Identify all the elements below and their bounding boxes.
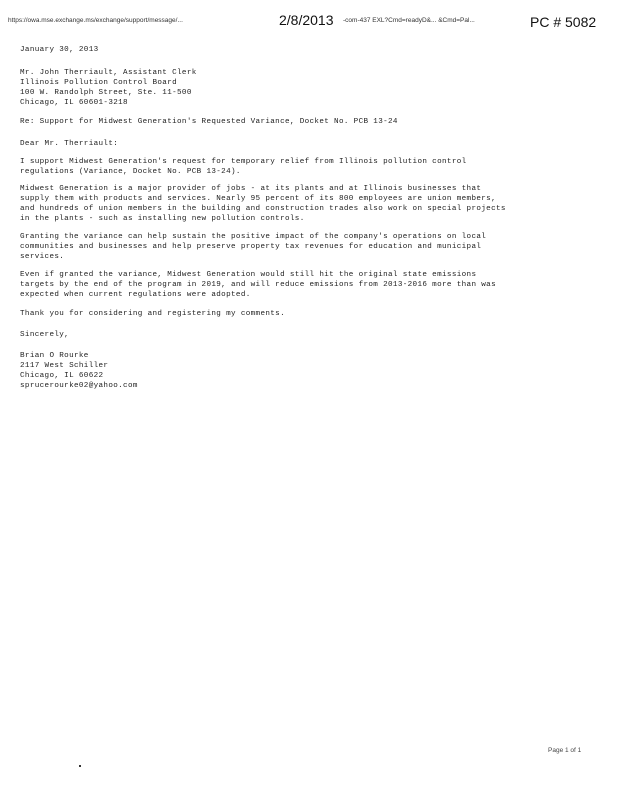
paragraph-line: Thank you for considering and registering my comments.: [20, 310, 285, 318]
page-number: Page 1 of 1: [548, 747, 582, 754]
stamp-date: 2/8/2013: [279, 12, 334, 28]
stamp-pc-number: PC # 5082: [530, 14, 597, 30]
signature-line: 2117 West Schiller: [20, 362, 109, 370]
recipient-line: Illinois Pollution Control Board: [20, 79, 178, 87]
scan-speck: [79, 765, 81, 767]
header-url-left: https://owa.mse.exchange.ms/exchange/support/message/...: [8, 17, 183, 24]
subject-line: Re: Support for Midwest Generation's Requested Variance, Docket No. PCB 13-24: [20, 118, 398, 126]
recipient-line: Mr. John Therriault, Assistant Clerk: [20, 69, 197, 77]
paragraph-line: expected when current regulations were adopted.: [20, 291, 251, 299]
paragraph-line: Midwest Generation is a major provider of jobs - at its plants and at Illinois businesses that: [20, 185, 482, 193]
paragraph-line: I support Midwest Generation's request for temporary relief from Illinois pollution control: [20, 158, 467, 166]
paragraph-line: communities and businesses and help preserve property tax revenues for education and municipal: [20, 243, 482, 251]
paragraph-line: services.: [20, 253, 65, 261]
signature-line: Chicago, IL 60622: [20, 372, 104, 380]
paragraph-line: supply them with products and services. Nearly 95 percent of its 800 employees are union members,: [20, 195, 496, 203]
paragraph-line: targets by the end of the program in 2019, and will reduce emissions from 2013-2016 more than was: [20, 281, 496, 289]
signature-name: Brian O Rourke: [20, 352, 89, 360]
paragraph-line: regulations (Variance, Docket No. PCB 13-24).: [20, 168, 241, 176]
letter-date: January 30, 2013: [20, 46, 99, 54]
recipient-line: Chicago, IL 60601-3218: [20, 99, 128, 107]
salutation: Dear Mr. Therriault:: [20, 140, 119, 148]
paragraph-line: and hundreds of union members in the building and construction trades also work on special projects: [20, 205, 506, 213]
paragraph-line: in the plants - such as installing new pollution controls.: [20, 215, 305, 223]
header-url-right: -com-437 EXL?Cmd=readyD&... &Cmd=Pal...: [343, 17, 475, 24]
recipient-line: 100 W. Randolph Street, Ste. 11-500: [20, 89, 192, 97]
paragraph-line: Even if granted the variance, Midwest Generation would still hit the original state emissions: [20, 271, 477, 279]
paragraph-line: Granting the variance can help sustain the positive impact of the company's operations on local: [20, 233, 487, 241]
closing: Sincerely,: [20, 331, 70, 339]
signature-email: sprucerourke02@yahoo.com: [20, 382, 138, 390]
